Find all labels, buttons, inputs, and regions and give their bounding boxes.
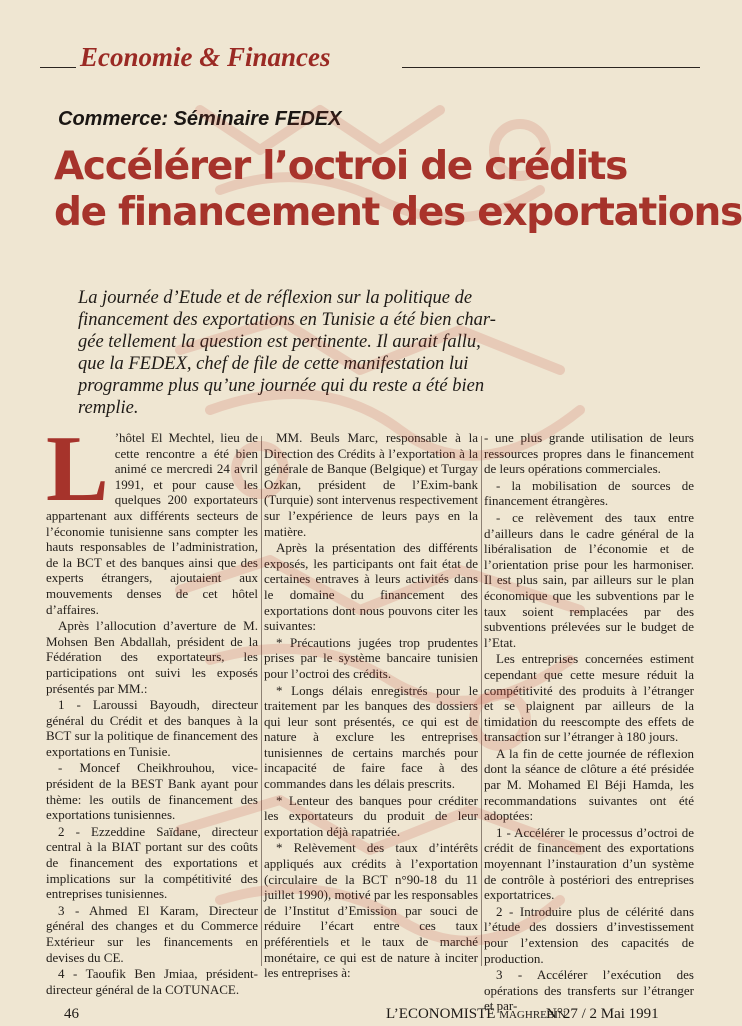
paragraph: Les entreprises concernées estiment cependant que cette mesure réduit la compétitivité des produits à l’étranger et se plaignent par ailleurs de la timidation du reescompte des effets de transaction sur l’étranger à 180 jours. bbox=[484, 651, 694, 745]
headline-line-1: Accélérer l’octroi de crédits bbox=[54, 144, 628, 189]
paragraph: A la fin de cette journée de réflexion dont la séance de clôture a été présidée par M. Mohamed El Béji Hamda, les recommandations suivantes ont été adoptées: bbox=[484, 745, 694, 824]
lead-line: que la FEDEX, chef de file de cette manifestation lui bbox=[78, 354, 469, 374]
paragraph: - Moncef Cheikhrouhou, vice-président de la BEST Bank ayant pour thème: les outils de financement des exportations tunisiennes. bbox=[46, 760, 258, 823]
paragraph: 2 - Ezzeddine Saïdane, directeur central à la BIAT portant sur des coûts de financement des exportations et implications sur la compétitivité des entreprises tunisiennes. bbox=[46, 823, 258, 902]
section-label: Economie & Finances bbox=[80, 42, 331, 72]
article-column-2 bbox=[264, 430, 478, 981]
publication-name bbox=[386, 1006, 566, 1023]
paragraph: 3 - Ahmed El Karam, Directeur général des changes et du Commerce Extérieur sur les financements en devises du CE. bbox=[46, 902, 258, 965]
paragraph: MM. Beuls Marc, responsable à la Direction des Crédits à l’exportation à la générale de Banque (Belgique) et Turgay Ozkan, président de l’Exim-bank (Turquie) sont intervenus respectivement sur l’expérience de leurs pays en la matière. bbox=[264, 430, 478, 539]
paragraph: * Longs délais enregistrés pour le traitement par les banques des dossiers qui leur sont présentés, ce qui est de nature à exclure les entreprises tunisiennes de certains marchés pour incapacité de faire face à des commandes dans les délais prescrits. bbox=[264, 682, 478, 792]
paragraph: * Relèvement des taux d’intérêts appliqués aux crédits à l’exportation (circulaire de la BCT n°90-18 du 11 juillet 1990), motivé par les responsables de l’Institut d’Emission par souci de réduire l’écart entre ces taux préférentiels et le taux de marché monétaire, ce qui est de nature à inciter les entreprises à: bbox=[264, 840, 478, 981]
paragraph: 3 - Accélérer l’exécution des opérations des transferts sur l’étranger et par- bbox=[484, 967, 694, 1014]
paragraph: 4 - Taoufik Ben Jmiaa, président-directeur général de la COTUNACE. bbox=[46, 966, 258, 997]
article-headline bbox=[54, 144, 742, 236]
lead-line: gée tellement la question est pertinente. Il aurait fallu, bbox=[78, 332, 481, 352]
paragraph: * Précautions jugées trop prudentes prises par le système bancaire tunisien pour l’octroi des crédits. bbox=[264, 634, 478, 681]
paragraph: Après la présentation des différents exposés, les participants ont fait état de certaines entraves à leurs activités dans le domaine du financement des exportations dont nous pouvons citer les suivantes: bbox=[264, 540, 478, 634]
paragraph: 1 - Accélérer le processus d’octroi de crédit de financement des exportations moyennant l’instauration d’un système de contrôle à postériori des entreprises exportatrices. bbox=[484, 824, 694, 903]
page-footer bbox=[0, 1000, 713, 1026]
section-rule-left bbox=[40, 67, 76, 68]
paragraph-text: ’hôtel El Mechtel, lieu de cette rencontre a été bien animé ce mercredi 24 avril 1991, et pour cause les quelques 200 exportateurs appartenant aux différents secteurs de l’économie tunisienne sans compter les hauts responsables de l’administration, de la BCT et des banques ainsi que des experts étrangers, ajoutaient aux mouvements denses de cet hôtel d’affaires. bbox=[46, 430, 258, 617]
publication-main: L’ECONOMISTE bbox=[386, 1006, 496, 1022]
article-kicker: Commerce: Séminaire FEDEX bbox=[58, 108, 342, 130]
paragraph: 2 - Introduire plus de célérité dans l’étude des dossiers d’investissement pour l’extension des capacités de production. bbox=[484, 903, 694, 966]
column-divider bbox=[481, 436, 482, 966]
headline-line-2: de financement des exportations bbox=[54, 190, 742, 235]
paragraph: - une plus grande utilisation de leurs ressources propres dans le financement de leurs opérations commerciales. bbox=[484, 430, 694, 477]
page-number: 46 bbox=[64, 1006, 79, 1022]
paragraph: * Lenteur des banques pour créditer les exportateurs du produit de leur exportation déjà rapatriée. bbox=[264, 792, 478, 839]
paragraph: Après l’allocution d’averture de M. Mohsen Ben Abdallah, président de la Fédération des exportateurs, les participations ont suivi les exposés présentés par MM.: bbox=[46, 618, 258, 696]
paragraph: - la mobilisation de sources de financement étrangères. bbox=[484, 477, 694, 509]
article-lead bbox=[78, 287, 638, 419]
article-column-1 bbox=[46, 417, 258, 997]
lead-line: programme plus qu’une journée qui du reste a été bien bbox=[78, 376, 485, 396]
issue-date: N°27 / 2 Mai 1991 bbox=[546, 1006, 659, 1022]
section-rule-right bbox=[402, 67, 700, 68]
paragraph: - ce relèvement des taux entre d’ailleurs dans le cadre général de la libéralisation de l’économie et de l’orientation prise pour les harmoniser. Il est plus sain, par ailleurs sur le plan économique que les subventions par le taux soient remplacées par des subventions prélevées sur le budget de l’Etat. bbox=[484, 509, 694, 650]
paragraph bbox=[46, 417, 258, 617]
lead-line: La journée d’Etude et de réflexion sur la politique de bbox=[78, 288, 473, 308]
lead-line: remplie. bbox=[78, 398, 139, 418]
lead-line: financement des exportations en Tunisie a été bien char- bbox=[78, 310, 496, 330]
publication-small: MAGHREBIN bbox=[499, 1009, 566, 1021]
drop-cap: L bbox=[46, 417, 109, 521]
section-header bbox=[40, 40, 700, 80]
paragraph: 1 - Laroussi Bayoudh, directeur général du Crédit et des banques à la BCT sur la politique de financement des exportations en Tunisie. bbox=[46, 697, 258, 759]
column-divider bbox=[261, 436, 262, 966]
